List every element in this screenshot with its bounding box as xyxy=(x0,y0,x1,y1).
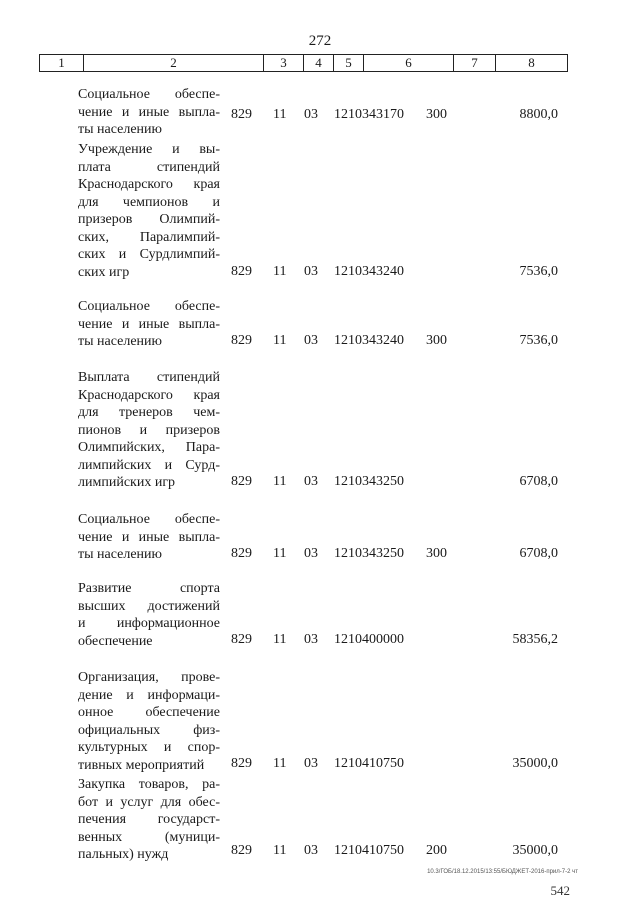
footer-stamp: 10.3/ГОБ/18.12.2015/13:55/БЮДЖЕТ-2016-прил-7-2 чт xyxy=(427,869,578,875)
row-code-3: 829 xyxy=(231,843,252,858)
row-code-7: 300 xyxy=(426,333,447,348)
row-code-5: 03 xyxy=(304,333,318,348)
row-code-6: 1210343240 xyxy=(334,264,404,279)
row-code-4: 11 xyxy=(273,632,287,647)
row-description: Развитие спорта высших достижений и информационное обеспечение xyxy=(78,581,220,649)
row-code-7: 300 xyxy=(426,107,447,122)
row-code-6: 1210410750 xyxy=(334,756,404,771)
row-code-5: 03 xyxy=(304,546,318,561)
header-col-6: 6 xyxy=(364,55,454,71)
row-code-5: 03 xyxy=(304,843,318,858)
row-code-6: 1210343170 xyxy=(334,107,404,122)
header-col-3: 3 xyxy=(264,55,304,71)
row-code-4: 11 xyxy=(273,107,287,122)
row-code-4: 11 xyxy=(273,546,287,561)
row-code-3: 829 xyxy=(231,264,252,279)
row-code-7: 300 xyxy=(426,546,447,561)
header-col-5: 5 xyxy=(334,55,364,71)
row-description: Выплата стипендий Краснодарского края для тренеров чем- пионов и призеров Олимпийских, Пара- лимпийских и Сурд- лимпийских игр xyxy=(78,370,220,490)
row-amount: 58356,2 xyxy=(512,632,558,647)
row-code-5: 03 xyxy=(304,756,318,771)
row-amount: 7536,0 xyxy=(519,333,558,348)
row-code-3: 829 xyxy=(231,333,252,348)
row-code-3: 829 xyxy=(231,546,252,561)
row-code-4: 11 xyxy=(273,333,287,348)
row-code-3: 829 xyxy=(231,632,252,647)
row-description: Социальное обеспе- чение и иные выпла- ты населению xyxy=(78,299,220,349)
row-code-6: 1210343240 xyxy=(334,333,404,348)
row-description: Социальное обеспе- чение и иные выпла- ты населению xyxy=(78,87,220,137)
row-code-5: 03 xyxy=(304,107,318,122)
row-amount: 8800,0 xyxy=(519,107,558,122)
row-code-3: 829 xyxy=(231,756,252,771)
row-code-3: 829 xyxy=(231,474,252,489)
row-code-5: 03 xyxy=(304,632,318,647)
header-col-8: 8 xyxy=(528,55,535,70)
row-code-4: 11 xyxy=(273,843,287,858)
row-code-4: 11 xyxy=(273,474,287,489)
row-code-6: 1210410750 xyxy=(334,843,404,858)
row-code-6: 1210400000 xyxy=(334,632,404,647)
row-code-5: 03 xyxy=(304,264,318,279)
table-header xyxy=(39,54,568,72)
row-code-4: 11 xyxy=(273,756,287,771)
row-code-6: 1210343250 xyxy=(334,474,404,489)
row-amount: 35000,0 xyxy=(512,756,558,771)
row-code-7: 200 xyxy=(426,843,447,858)
header-col-2: 2 xyxy=(84,55,264,71)
header-col-7: 7 xyxy=(454,55,496,71)
page-number: 272 xyxy=(308,33,332,49)
row-code-3: 829 xyxy=(231,107,252,122)
row-code-4: 11 xyxy=(273,264,287,279)
row-description: Закупка товаров, ра- бот и услуг для обес- печения государст- венных (муници- пальных) нужд xyxy=(78,777,220,862)
row-description: Организация, прове- дение и информаци- онное обеспечение официальных физ- культурных и спор- тивных мероприятий xyxy=(78,670,220,773)
row-code-6: 1210343250 xyxy=(334,546,404,561)
row-description: Учреждение и вы- плата стипендий Краснодарского края для чемпионов и призеров Олимпий- ских, Паралимпий- ских и Сурдлимпий- ских игр xyxy=(78,142,220,280)
row-amount: 6708,0 xyxy=(519,474,558,489)
row-amount: 6708,0 xyxy=(519,546,558,561)
row-amount: 7536,0 xyxy=(519,264,558,279)
row-code-5: 03 xyxy=(304,474,318,489)
header-col-4: 4 xyxy=(304,55,334,71)
header-col-1: 1 xyxy=(40,55,84,71)
footer-page-number: 542 xyxy=(550,883,570,898)
row-description: Социальное обеспе- чение и иные выпла- ты населению xyxy=(78,512,220,562)
row-amount: 35000,0 xyxy=(512,843,558,858)
